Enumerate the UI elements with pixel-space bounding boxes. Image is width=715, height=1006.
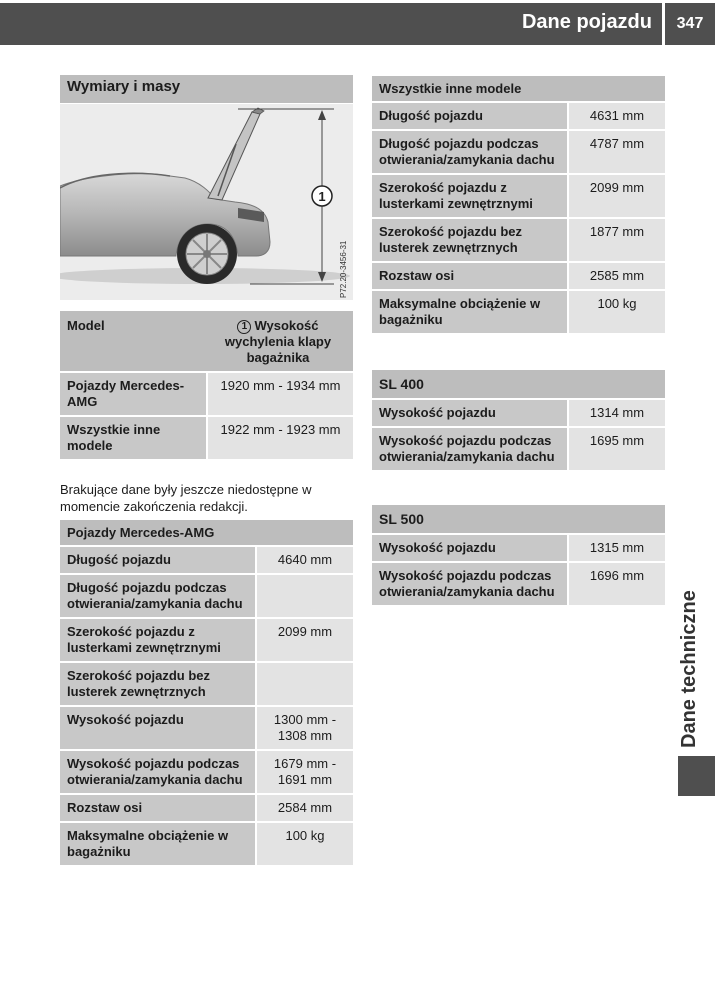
missing-data-note: Brakujące dane były jeszcze niedostępne w momencie zakończenia redakcji. (60, 482, 312, 514)
figure-code: P72.20-3456-31 (339, 240, 348, 298)
amg-table-title: Pojazdy Mercedes-AMG (60, 520, 353, 547)
chapter-tab-marker (678, 756, 715, 796)
row-value: 1679 mm - 1691 mm (255, 751, 353, 795)
row-label: Wysokość pojazdu (372, 535, 567, 563)
row-label: Rozstaw osi (60, 795, 255, 823)
row-label: Długość pojazdu podczas otwierania/zamykania dachu (60, 575, 255, 619)
row-value: 4640 mm (255, 547, 353, 575)
table-row (372, 175, 665, 219)
row-label: Szerokość pojazdu z lusterkami zewnętrznymi (372, 175, 567, 219)
car-illustration (60, 104, 353, 300)
row-value: 2099 mm (255, 619, 353, 663)
page-header (0, 3, 662, 45)
row-value: 1696 mm (567, 563, 665, 607)
col-model-label: Model (67, 318, 105, 333)
row-value: 4787 mm (567, 131, 665, 175)
sl500-title: SL 500 (372, 505, 665, 535)
row-label: Wysokość pojazdu podczas otwierania/zamykania dachu (372, 428, 567, 472)
table-row (372, 428, 665, 472)
callout-1-label: 1 (318, 189, 326, 204)
row-label: Wysokość pojazdu (60, 707, 255, 751)
row-value: 4631 mm (567, 103, 665, 131)
other-models-table (372, 76, 665, 335)
row-value (255, 663, 353, 707)
table-row (372, 400, 665, 428)
sl400-table (372, 370, 665, 472)
row-value: 100 kg (567, 291, 665, 335)
row-label: Szerokość pojazdu bez lusterek zewnętrznych (372, 219, 567, 263)
table-row (60, 751, 353, 795)
row-label: Długość pojazdu (60, 547, 255, 575)
arrow-up-icon (318, 110, 326, 120)
row-value: 1315 mm (567, 535, 665, 563)
col-value-header (210, 318, 346, 366)
sl500-table (372, 505, 665, 607)
page-number: 347 (665, 3, 715, 45)
row-value: 2099 mm (567, 175, 665, 219)
height-table-header (60, 311, 353, 371)
row-label: Wysokość pojazdu (372, 400, 567, 428)
table-row (372, 131, 665, 175)
row-label: Pojazdy Mercedes-AMG (60, 373, 206, 417)
table-row (372, 563, 665, 607)
section-title (60, 75, 353, 103)
row-label: Długość pojazdu (372, 103, 567, 131)
row-value: 1877 mm (567, 219, 665, 263)
table-row (372, 291, 665, 335)
row-value: 1314 mm (567, 400, 665, 428)
row-value: 1922 mm - 1923 mm (206, 417, 353, 461)
row-label: Wszystkie inne modele (60, 417, 206, 461)
row-label: Szerokość pojazdu bez lusterek zewnętrznych (60, 663, 255, 707)
row-value: 1695 mm (567, 428, 665, 472)
callout-1-marker: 1 (237, 320, 251, 334)
col-value-label: Wysokość wychylenia klapy bagażnika (224, 318, 332, 365)
table-row (372, 535, 665, 563)
chapter-side-label (670, 580, 710, 750)
row-label: Rozstaw osi (372, 263, 567, 291)
row-value: 2584 mm (255, 795, 353, 823)
page-title: Dane pojazdu (521, 11, 652, 33)
table-row (372, 263, 665, 291)
table-row (60, 707, 353, 751)
row-label: Szerokość pojazdu z lusterkami zewnętrznymi (60, 619, 255, 663)
row-label: Maksymalne obciążenie w bagażniku (60, 823, 255, 867)
sl400-title: SL 400 (372, 370, 665, 400)
table-row (372, 219, 665, 263)
table-row (60, 619, 353, 663)
table-row (60, 795, 353, 823)
row-value: 1300 mm - 1308 mm (255, 707, 353, 751)
table-row (60, 547, 353, 575)
table-row (60, 823, 353, 867)
row-value: 1920 mm - 1934 mm (206, 373, 353, 417)
trunk-lid (208, 112, 260, 200)
car-trunk-figure (60, 104, 353, 300)
height-table (60, 373, 353, 461)
amg-table (60, 520, 353, 867)
table-row (60, 575, 353, 619)
table-row (60, 373, 353, 417)
table-row (60, 663, 353, 707)
row-value: 2585 mm (567, 263, 665, 291)
other-models-title: Wszystkie inne modele (372, 76, 665, 103)
row-value: 100 kg (255, 823, 353, 867)
chapter-label-text: Dane techniczne (678, 590, 700, 748)
table-row (60, 417, 353, 461)
row-label: Wysokość pojazdu podczas otwierania/zamykania dachu (60, 751, 255, 795)
row-label: Długość pojazdu podczas otwierania/zamykania dachu (372, 131, 567, 175)
section-title-text: Wymiary i masy (67, 78, 181, 95)
row-label: Maksymalne obciążenie w bagażniku (372, 291, 567, 335)
row-value (255, 575, 353, 619)
table-row (372, 103, 665, 131)
rim-hub (203, 250, 211, 258)
row-label: Wysokość pojazdu podczas otwierania/zamykania dachu (372, 563, 567, 607)
